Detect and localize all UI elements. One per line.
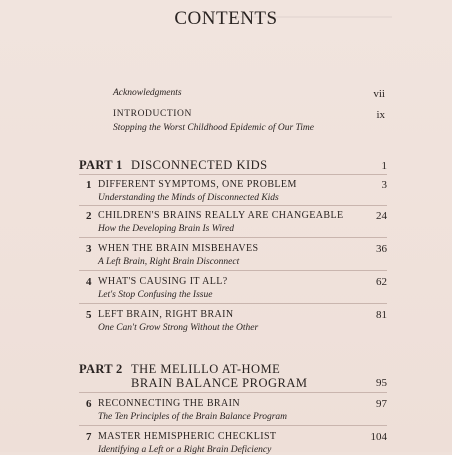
entry-page: ix xyxy=(376,109,385,121)
chapter-title: RECONNECTING THE BRAIN xyxy=(98,398,240,409)
chapter-subtitle: Let's Stop Confusing the Issue xyxy=(98,290,213,300)
part-page: 1 xyxy=(381,160,387,172)
part-divider xyxy=(79,174,387,175)
chapter-divider xyxy=(79,303,387,304)
chapter-title: CHILDREN'S BRAINS REALLY ARE CHANGEABLE xyxy=(98,210,344,221)
chapter-page: 24 xyxy=(376,210,387,222)
entry-title: INTRODUCTION xyxy=(113,109,192,119)
chapter-divider xyxy=(79,205,387,206)
page-title: CONTENTS xyxy=(174,8,278,29)
entry-subtitle: Stopping the Worst Childhood Epidemic of Our Time xyxy=(113,123,314,133)
part-page: 95 xyxy=(376,377,387,389)
chapter-divider xyxy=(79,270,387,271)
chapter-number: 5 xyxy=(86,309,92,321)
part-title-line2: BRAIN BALANCE PROGRAM xyxy=(131,376,308,390)
chapter-subtitle: How the Developing Brain Is Wired xyxy=(98,224,235,234)
chapter-page: 3 xyxy=(381,179,387,191)
chapter-title: DIFFERENT SYMPTOMS, ONE PROBLEM xyxy=(98,179,297,190)
chapter-title: WHAT'S CAUSING IT ALL? xyxy=(98,276,228,287)
part-divider xyxy=(79,392,387,393)
chapter-number: 4 xyxy=(86,276,92,288)
chapter-subtitle: A Left Brain, Right Brain Disconnect xyxy=(98,257,240,267)
part-title: THE MELILLO AT-HOME xyxy=(131,362,281,376)
chapter-number: 3 xyxy=(86,243,92,255)
chapter-title: MASTER HEMISPHERIC CHECKLIST xyxy=(98,431,277,442)
chapter-page: 97 xyxy=(376,398,387,410)
chapter-page: 104 xyxy=(370,431,387,443)
entry-title: Acknowledgments xyxy=(113,88,182,98)
chapter-title: LEFT BRAIN, RIGHT BRAIN xyxy=(98,309,234,320)
chapter-page: 62 xyxy=(376,276,387,288)
chapter-divider xyxy=(79,425,387,426)
part-title: DISCONNECTED KIDS xyxy=(131,158,268,172)
entry-page: vii xyxy=(373,88,385,100)
part-label: PART 1 xyxy=(79,158,123,172)
chapter-number: 6 xyxy=(86,398,92,410)
chapter-page: 36 xyxy=(376,243,387,255)
chapter-number: 2 xyxy=(86,210,92,222)
chapter-subtitle: Identifying a Left or a Right Brain Deficiency xyxy=(98,445,272,455)
chapter-title: WHEN THE BRAIN MISBEHAVES xyxy=(98,243,259,254)
chapter-number: 1 xyxy=(86,179,92,191)
chapter-page: 81 xyxy=(376,309,387,321)
part-label: PART 2 xyxy=(79,362,123,376)
chapter-divider xyxy=(79,237,387,238)
chapter-subtitle: One Can't Grow Strong Without the Other xyxy=(98,323,259,333)
chapter-subtitle: The Ten Principles of the Brain Balance Program xyxy=(98,412,288,422)
chapter-number: 7 xyxy=(86,431,92,443)
chapter-subtitle: Understanding the Minds of Disconnected Kids xyxy=(98,193,279,203)
